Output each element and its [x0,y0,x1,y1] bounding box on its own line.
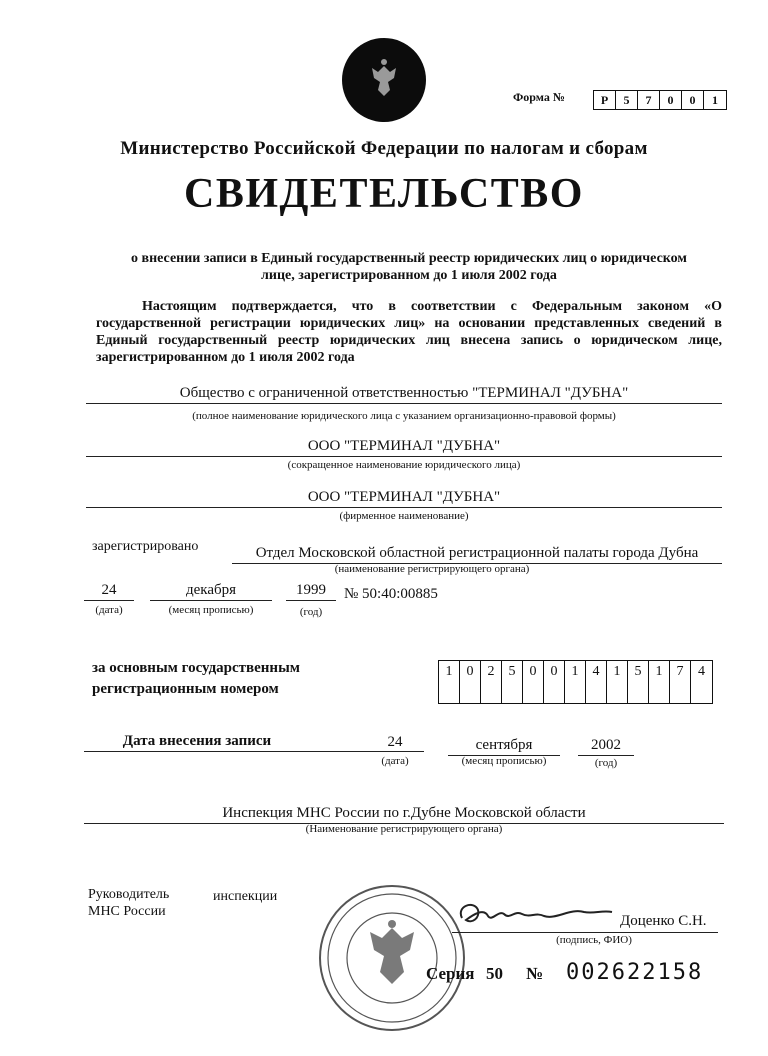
state-emblem [342,38,426,122]
signatory-role-word: инспекции [213,889,278,904]
reg-day-value: 24 [101,582,117,598]
reg-month-value: декабря [185,582,237,598]
reg-month-caption: (месяц прописью) [168,604,254,616]
registered-caption: (наименование регистрирующего органа) [334,563,530,575]
reg-day-line [84,600,134,601]
ogrn-digit: 1 [439,661,460,703]
ogrn-digit: 5 [502,661,523,703]
signature-caption: (подпись, ФИО) [556,934,632,946]
series-no-label: № [526,964,544,983]
signatory-role-line: Руководитель [88,887,170,902]
ogrn-label-line: регистрационным номером [92,681,279,697]
ministry-heading: Министерство Российской Федерации по налогам и сборам [120,138,648,159]
reg-year-value: 1999 [296,582,326,598]
entry-day-value: 24 [387,734,403,750]
ogrn-digit: 0 [544,661,565,703]
ogrn-digit: 4 [698,664,705,679]
firm-name-value: ООО "ТЕРМИНАЛ "ДУБНА" [307,489,501,505]
reg-day-caption: (дата) [95,604,123,616]
ogrn-digit: 7 [670,661,691,703]
document-title: СВИДЕТЕЛЬСТВО [184,171,584,217]
official-seal [318,884,466,1032]
form-code-cell: 0 [660,91,682,109]
reg-year-line [286,600,336,601]
signatory-name: Доценко С.Н. [620,913,707,929]
form-label: Форма № [513,90,565,104]
entry-month-value: сентября [475,737,533,753]
short-name-value: ООО "ТЕРМИНАЛ "ДУБНА" [307,438,501,454]
entry-date-label: Дата внесения записи [122,733,272,749]
series-serial: 002622158 [566,960,704,985]
ogrn-digit: 4 [586,661,607,703]
form-code-cell: 0 [682,91,704,109]
ogrn-digit: 0 [460,661,481,703]
registered-value: Отдел Московской областной регистрационной палаты города Дубна [255,545,699,561]
entry-date-line [84,751,424,752]
signatory-role-line: МНС России [88,904,166,919]
inspection-caption: (Наименование регистрирующего органа) [305,823,503,835]
signatory-role [88,886,169,920]
entry-day-caption: (дата) [381,755,409,767]
subtitle-line: о внесении записи в Единый государственный реестр юридических лиц о юридическом [131,251,687,266]
form-code-cell: Р [594,91,616,109]
entry-year-value: 2002 [591,737,621,753]
series-label: Серия [426,964,475,983]
ogrn-digit: 2 [481,661,502,703]
form-code-cell: 1 [712,92,718,107]
short-name-caption: (сокращенное наименование юридического лица) [287,459,521,471]
inspection-value: Инспекция МНС России по г.Дубне Московской области [222,805,586,821]
reg-number: № 50:40:00885 [344,586,438,602]
ogrn-label-line: за основным государственным [92,660,301,676]
full-name-line [86,403,722,404]
ogrn-digit: 5 [628,661,649,703]
signature-line [452,932,718,933]
series-number: 50 [486,964,503,983]
form-code-box [593,90,727,110]
handwritten-signature [452,896,622,936]
entry-year-line [578,755,634,756]
confirmation-paragraph: Настоящим подтверждается, что в соответствии с Федеральным законом «О государственной регистрации юридических лиц» на основании представленных сведений в Единый государственный реестр юридических лиц внесена запись о юридическом лице, зарегистрированном до 1 июля 2002 года [96,299,722,365]
form-code-cell: 7 [638,91,660,109]
ogrn-digit: 1 [607,661,628,703]
entry-year-caption: (год) [594,757,618,769]
subtitle-line: лице, зарегистрированном до 1 июля 2002 года [261,268,557,283]
ogrn-label [92,658,300,700]
short-name-line [86,456,722,457]
firm-name-caption: (фирменное наименование) [339,510,469,522]
entry-month-caption: (месяц прописью) [461,755,547,767]
registered-label: зарегистрировано [92,539,199,554]
reg-month-line [150,600,272,601]
ogrn-digit: 1 [565,661,586,703]
subtitle [0,250,768,284]
full-name-caption: (полное наименование юридического лица с указанием организационно-правовой формы) [192,410,616,422]
ogrn-digit: 0 [523,661,544,703]
ogrn-box [438,660,713,704]
full-name-value: Общество с ограниченной ответственностью "ТЕРМИНАЛ "ДУБНА" [179,385,629,401]
reg-year-caption: (год) [299,606,323,618]
ogrn-digit: 1 [649,661,670,703]
form-code-cell: 5 [616,91,638,109]
firm-name-line [86,507,722,508]
